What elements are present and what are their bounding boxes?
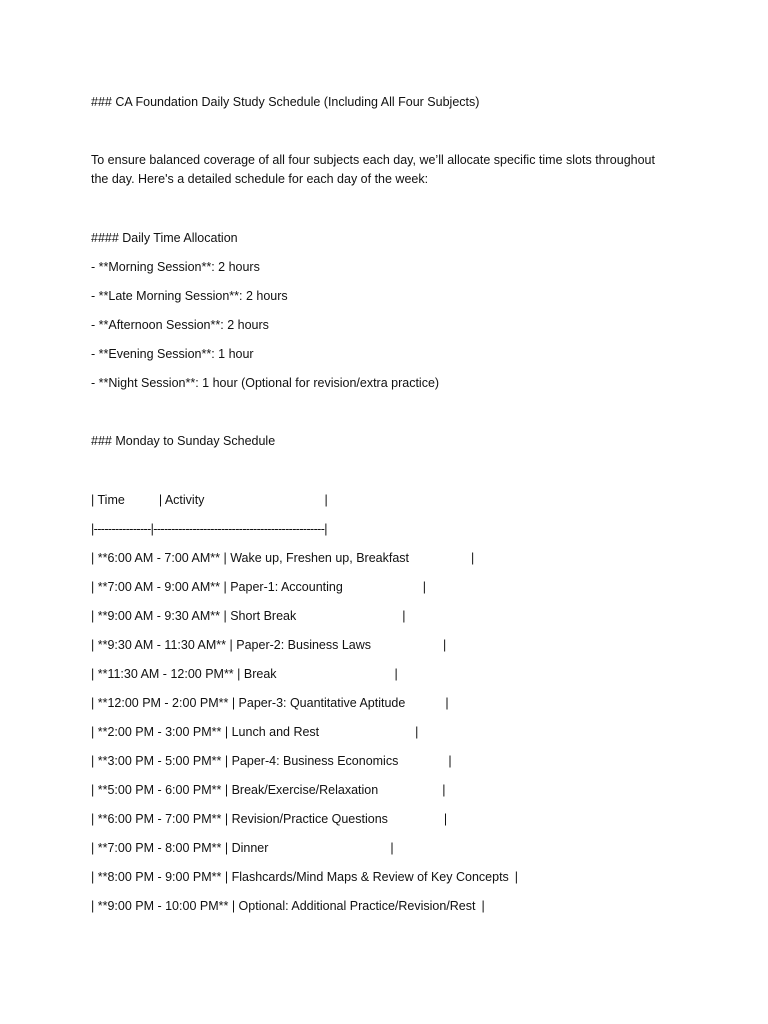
table-cell-activity: | Paper-3: Quantitative Aptitude [231, 696, 406, 710]
table-cell-end: | [415, 725, 419, 739]
table-cell-end: | [471, 551, 475, 565]
table-cell-time: | **7:00 AM - 9:00 AM** [91, 580, 221, 594]
table-cell-activity: | Paper-2: Business Laws [229, 638, 372, 652]
table-cell-time: | **11:30 AM - 12:00 PM** [91, 667, 234, 681]
table-cell-end: | [481, 899, 485, 913]
table-cell-activity: | Flashcards/Mind Maps & Review of Key Concepts [224, 870, 509, 884]
table-cell-time: | **3:00 PM - 5:00 PM** [91, 754, 222, 768]
table-row [91, 897, 485, 915]
intro-line-1: To ensure balanced coverage of all four subjects each day, we’ll allocate specific time slots throughout [91, 153, 655, 167]
intro-paragraph [91, 151, 681, 189]
table-row [91, 636, 446, 654]
table-cell-time: | **12:00 PM - 2:00 PM** [91, 696, 229, 710]
table-row [91, 578, 426, 596]
allocation-item-morning: - **Morning Session**: 2 hours [91, 260, 260, 274]
table-header-activity: | Activity [158, 493, 205, 507]
table-cell-end: | [443, 638, 447, 652]
table-row [91, 723, 418, 741]
table-row [91, 607, 405, 625]
table-cell-end: | [445, 696, 449, 710]
table-cell-time: | **2:00 PM - 3:00 PM** [91, 725, 222, 739]
table-cell-time: | **6:00 PM - 7:00 PM** [91, 812, 222, 826]
table-row [91, 665, 398, 683]
table-cell-end: | [443, 812, 448, 826]
table-cell-end: | [394, 667, 398, 681]
table-cell-activity: | Lunch and Rest [224, 725, 320, 739]
table-cell-end: | [442, 783, 446, 797]
table-header-end: | [324, 493, 328, 507]
table-cell-end: | [390, 841, 394, 855]
table-cell-end: | [402, 609, 406, 623]
table-cell-activity: | Paper-4: Business Economics [224, 754, 399, 768]
table-cell-activity: | Wake up, Freshen up, Breakfast [223, 551, 410, 565]
allocation-item-night: - **Night Session**: 1 hour (Optional for revision/extra practice) [91, 376, 440, 390]
allocation-heading: #### Daily Time Allocation [91, 231, 238, 245]
table-row [91, 694, 449, 712]
table-cell-time: | **9:00 PM - 10:00 PM** [91, 899, 229, 913]
table-cell-activity: | Short Break [223, 609, 297, 623]
table-cell-time: | **9:00 AM - 9:30 AM** [91, 609, 221, 623]
table-cell-time: | **5:00 PM - 6:00 PM** [91, 783, 222, 797]
table-cell-end: | [422, 580, 427, 594]
table-cell-activity: | Dinner [224, 841, 269, 855]
table-row [91, 868, 518, 886]
allocation-item-late-morning: - **Late Morning Session**: 2 hours [91, 289, 288, 303]
allocation-item-afternoon: - **Afternoon Session**: 2 hours [91, 318, 269, 332]
table-cell-time: | **9:30 AM - 11:30 AM** [91, 638, 227, 652]
table-cell-end: | [448, 754, 452, 768]
table-cell-time: | **6:00 AM - 7:00 AM** [91, 551, 221, 565]
table-cell-time: | **7:00 PM - 8:00 PM** [91, 841, 222, 855]
table-row [91, 549, 474, 567]
table-cell-activity: | Optional: Additional Practice/Revision/Rest [231, 899, 476, 913]
table-row [91, 810, 447, 828]
table-header-time: | Time [91, 493, 125, 507]
intro-line-2: the day. Here's a detailed schedule for each day of the week: [91, 172, 429, 186]
document-title: ### CA Foundation Daily Study Schedule (Including All Four Subjects) [91, 95, 480, 109]
table-cell-activity: | Revision/Practice Questions [224, 812, 388, 826]
table-cell-activity: | Break/Exercise/Relaxation [224, 783, 379, 797]
table-row [91, 839, 394, 857]
table-cell-time: | **8:00 PM - 9:00 PM** [91, 870, 222, 884]
table-cell-end: | [514, 870, 519, 884]
table-header-row [91, 491, 328, 509]
allocation-item-evening: - **Evening Session**: 1 hour [91, 347, 254, 361]
table-cell-activity: | Paper-1: Accounting [223, 580, 343, 594]
table-separator-row: |----------------|------------------------------------------------| [91, 522, 327, 536]
table-row [91, 752, 452, 770]
table-row [91, 781, 445, 799]
table-cell-activity: | Break [237, 667, 277, 681]
schedule-heading: ### Monday to Sunday Schedule [91, 434, 276, 448]
